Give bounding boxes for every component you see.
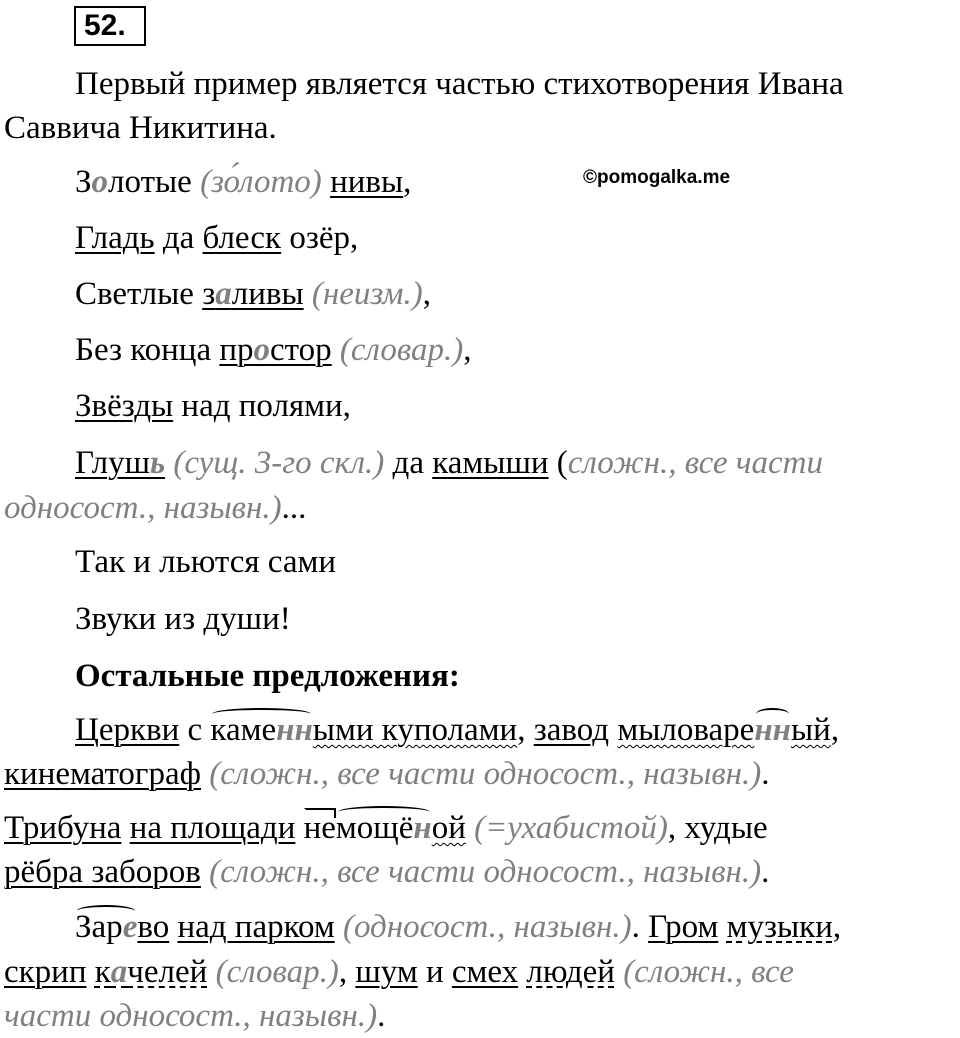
- rest-line-3: Зарево над парком (односост., назывн.). Гром музыки,: [75, 905, 841, 949]
- intro-line-2: Саввича Никитина.: [4, 110, 277, 146]
- poem-line-4: Без конца простор (словар.),: [75, 332, 472, 368]
- poem-line-7: Так и льются сами: [75, 544, 337, 580]
- poem-line-5: Звёзды над полями,: [75, 388, 351, 424]
- poem-line-3: Светлые заливы (неизм.),: [75, 276, 431, 312]
- poem-line-2: Гладь да блеск озёр,: [75, 220, 359, 256]
- rest-line-2: Трибуна на площади немощёной (=ухабистой), худые: [4, 806, 768, 850]
- poem-line-6: Глушь (сущ. 3-го скл.) да камыши (сложн., все части: [75, 445, 823, 481]
- intro-line-1: Первый пример является частью стихотворения Ивана: [75, 66, 844, 102]
- rest-line-2-cont: рёбра заборов (сложн., все части односост., назывн.).: [4, 854, 770, 890]
- section-heading: Остальные предложения:: [75, 658, 460, 694]
- poem-line-8: Звуки из души!: [75, 601, 291, 637]
- rest-line-1-cont: кинематограф (сложн., все части односост., назывн.).: [4, 756, 770, 792]
- rest-line-3-cont: скрип качелей (словар.), шум и смех людей (сложн., все: [4, 954, 794, 990]
- poem-line-6-cont: односост., назывн.)...: [4, 490, 307, 526]
- poem-line-1: Золотые (зо́лото) нивы,: [75, 164, 412, 200]
- exercise-number: 52.: [74, 6, 146, 46]
- rest-line-1: Церкви с каменными куполами, завод мыловаренный,: [75, 708, 839, 752]
- watermark: ©pomogalka.me: [583, 167, 731, 188]
- rest-line-3-cont2: части односост., назывн.).: [4, 998, 386, 1034]
